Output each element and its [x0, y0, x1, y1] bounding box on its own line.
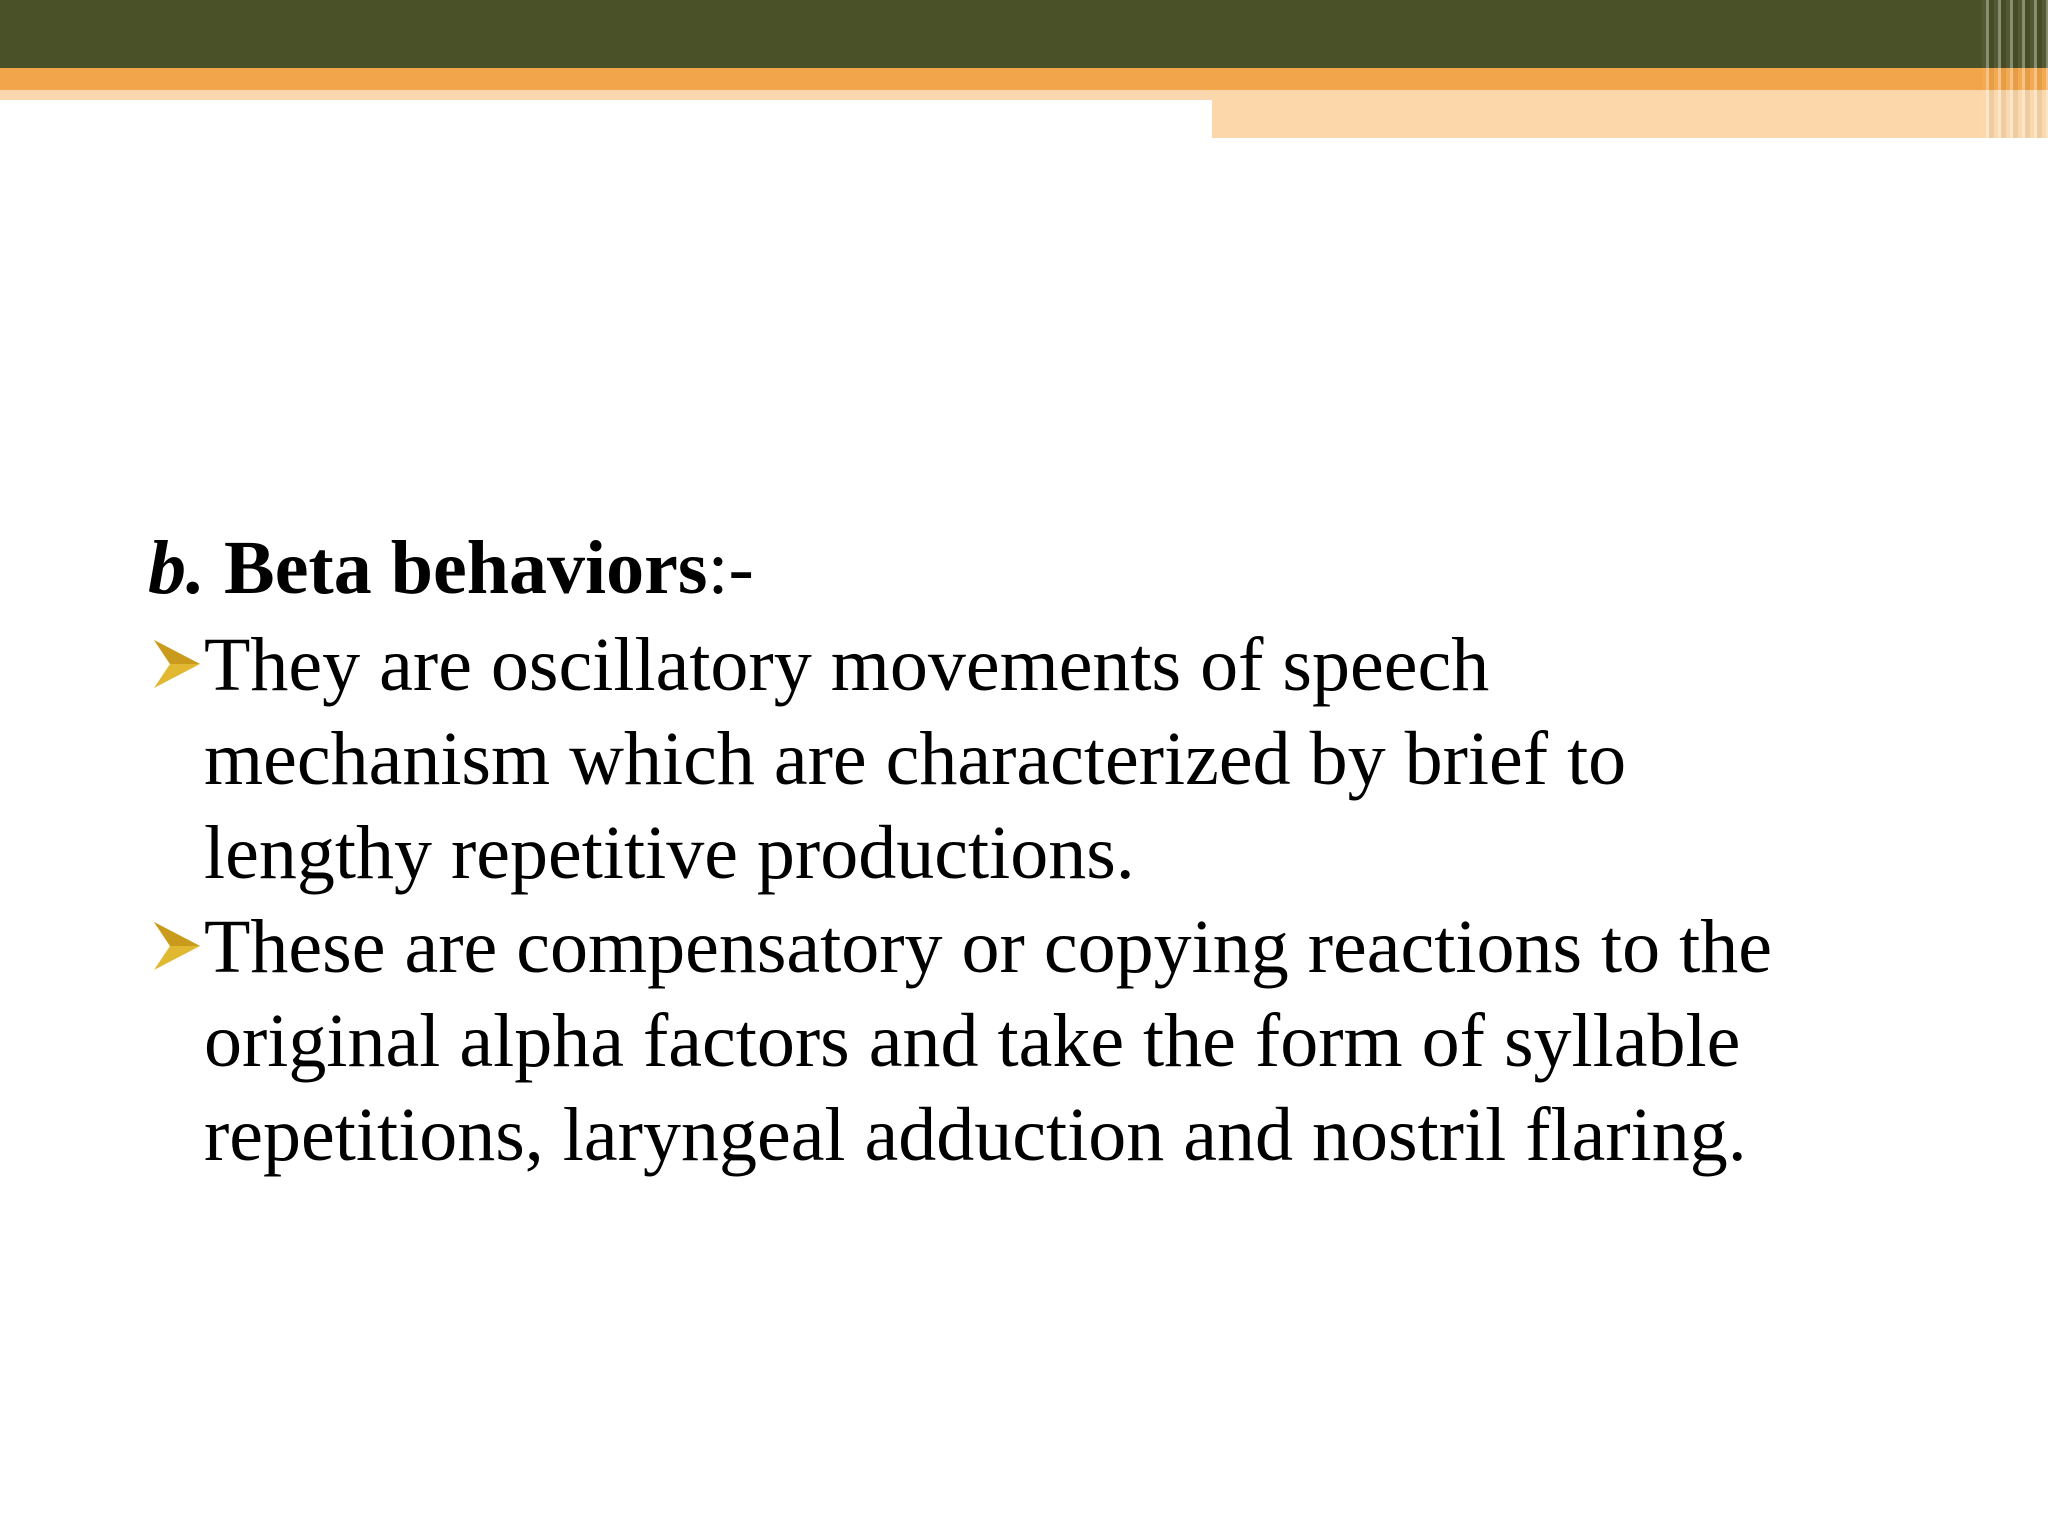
bullet-line: These are compensatory or copying reactions to the — [204, 905, 1772, 989]
heading-letter: b. — [148, 526, 205, 610]
bullet-line: mechanism which are characterized by brief to — [204, 717, 1627, 801]
slide-content — [148, 520, 1928, 1182]
arrow-bullet-icon — [152, 920, 202, 972]
arrow-bullet-icon — [152, 638, 202, 690]
bullet-item — [148, 618, 1928, 900]
header-band-dark — [0, 0, 2048, 68]
header-band-peach-thin — [0, 90, 1212, 100]
bullet-line: repetitions, laryngeal adduction and nostril flaring. — [204, 1093, 1747, 1177]
header-band-orange — [0, 68, 2048, 90]
bullet-line: original alpha factors and take the form of syllable — [204, 999, 1741, 1083]
header-band-peach-block — [1212, 90, 2048, 138]
heading-title: Beta behaviors — [224, 526, 708, 610]
header-stripes-decoration — [1982, 0, 2048, 138]
slide-heading — [148, 520, 1928, 616]
heading-suffix: :- — [707, 526, 754, 610]
bullet-line: They are oscillatory movements of speech — [204, 623, 1490, 707]
bullet-line: lengthy repetitive productions. — [204, 811, 1135, 895]
bullet-item — [148, 900, 1928, 1182]
